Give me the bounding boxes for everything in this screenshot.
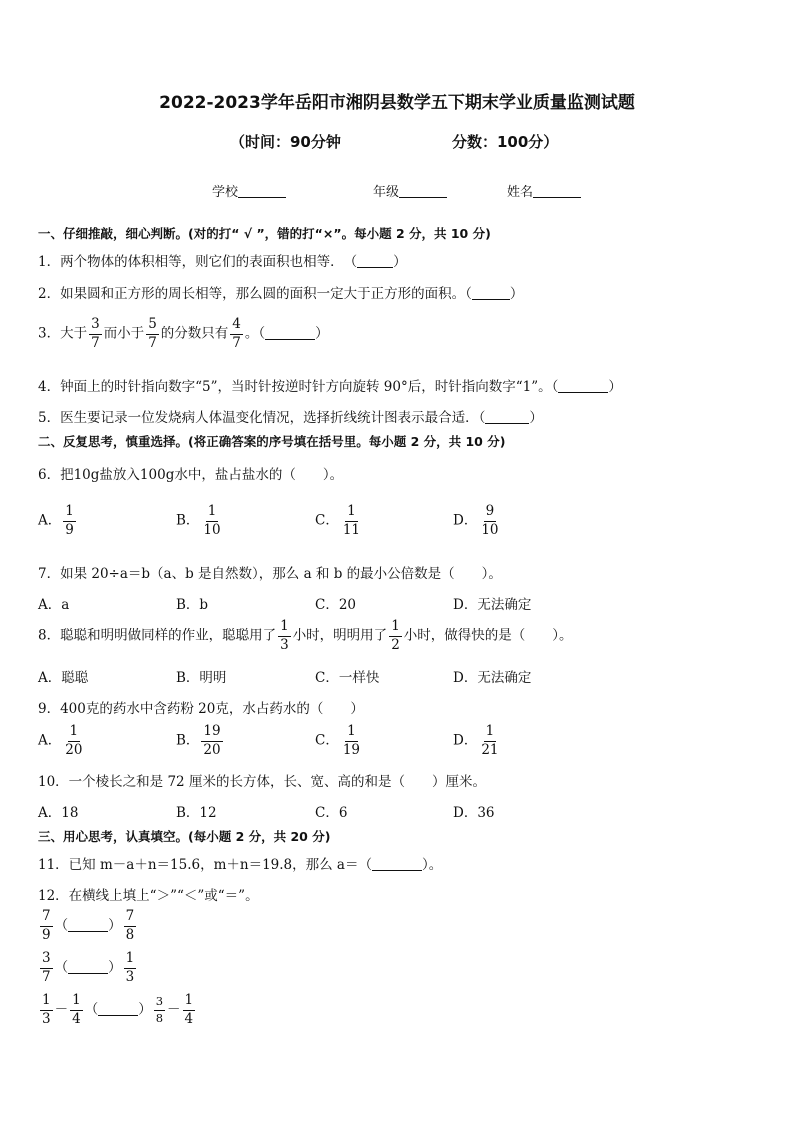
option-label: A．	[38, 732, 62, 749]
numerator: 7	[40, 910, 53, 927]
q6-value: 10g	[73, 467, 100, 483]
denominator: 11	[342, 521, 361, 538]
q11-text: ）。	[421, 857, 443, 873]
q3-suffix: 。	[244, 325, 259, 342]
denominator: 7	[91, 334, 100, 351]
fraction	[230, 318, 243, 350]
numerator: 9	[484, 505, 497, 522]
option-8d[interactable]: D．无法确定	[453, 670, 532, 686]
numerator: 1	[206, 505, 219, 522]
numerator: 7	[124, 910, 137, 927]
option-9b[interactable]	[176, 725, 225, 757]
fraction	[183, 994, 196, 1026]
question-2-text: 2．如果圆和正方形的周长相等，那么圆的面积一定大于正方形的面积。	[38, 286, 466, 302]
option-9c[interactable]	[315, 725, 364, 757]
fraction	[341, 725, 362, 757]
option-7c[interactable]: C．20	[315, 597, 357, 613]
q3-mid: 而小于	[103, 325, 145, 342]
fraction	[40, 910, 53, 942]
denominator: 4	[184, 1010, 194, 1027]
numerator: 3	[154, 996, 165, 1011]
question-4-text: 4．钟面上的时针指向数字“5”，当时针按逆时针方向旋转 90°后，时针指向数字“1”。	[38, 379, 552, 395]
question-3: 3．大于 $\frac{3}{7}$ 而小于 $\frac{5}{7}$ 的分数只有 $\frac{4}{7}$ 。（ ）	[38, 316, 329, 351]
numerator: 1	[484, 725, 497, 742]
option-label: D．	[453, 732, 478, 749]
option-7a[interactable]: A．a	[38, 597, 70, 613]
exam-time: （时间：90分钟	[230, 133, 341, 151]
compare-blank-1[interactable]	[68, 917, 108, 932]
question-5-text: 5．医生要记录一位发烧病人体温变化情况，选择折线统计图表示最合适．	[38, 410, 479, 426]
denominator: 8	[125, 926, 135, 943]
school-blank[interactable]	[238, 184, 286, 198]
section-3-heading: 三、用心思考，认真填空。(每小题 2 分，共 20 分)	[38, 829, 331, 844]
numerator: 3	[40, 952, 53, 969]
q8-text: 8．聪聪和明明做同样的作业，聪聪用了	[38, 627, 277, 644]
paren: （	[84, 1001, 99, 1018]
denominator: 3	[280, 636, 289, 653]
option-6d[interactable]	[453, 505, 503, 537]
fraction	[70, 994, 83, 1026]
denominator: 10	[203, 521, 221, 538]
question-11	[38, 853, 442, 873]
denominator: 20	[203, 741, 221, 758]
compare-row-2	[38, 952, 138, 984]
numerator: 1	[345, 725, 358, 742]
answer-blank-2[interactable]	[472, 285, 510, 300]
numerator: 3	[89, 318, 102, 335]
option-9a[interactable]	[38, 725, 86, 757]
option-label: C．	[315, 512, 339, 529]
grade-blank[interactable]	[399, 184, 447, 198]
answer-blank-11[interactable]	[372, 856, 422, 871]
q11-text: 11．已知 m－a＋n＝15.6，m＋n＝19.8，那么 a＝（	[38, 857, 372, 873]
option-8c[interactable]: C．一样快	[315, 670, 380, 686]
q6-value: 100g	[139, 467, 175, 483]
question-1-text: 1．两个物体的体积相等，则它们的表面积也相等．	[38, 254, 337, 270]
q6-text: 水中，盐占盐水的（ ）。	[174, 467, 344, 483]
fraction	[201, 725, 222, 757]
option-label: D．	[453, 512, 478, 529]
option-10c[interactable]: C．6	[315, 805, 348, 821]
option-7d[interactable]: D．无法确定	[453, 597, 532, 613]
compare-row-3	[38, 994, 197, 1026]
answer-blank-4[interactable]	[558, 378, 608, 393]
fraction	[40, 994, 53, 1026]
numerator: 1	[124, 952, 137, 969]
fraction	[63, 725, 84, 757]
option-8a[interactable]: A．聪聪	[38, 670, 89, 686]
denominator: 20	[65, 741, 83, 758]
q8-text: 小时，明明用了	[292, 627, 388, 644]
question-2: 2．如果圆和正方形的周长相等，那么圆的面积一定大于正方形的面积。（ ）	[38, 286, 524, 302]
option-9d[interactable]	[453, 725, 503, 757]
q6-text: 盐放入	[99, 467, 140, 483]
question-7: 7．如果 20÷a＝b（a、b 是自然数），那么 a 和 b 的最小公倍数是（ ）。	[38, 566, 502, 582]
denominator: 2	[391, 636, 400, 653]
denominator: 3	[42, 1010, 51, 1027]
question-1: 1．两个物体的体积相等，则它们的表面积也相等． （ ）	[38, 254, 407, 270]
numerator: 1	[183, 994, 196, 1011]
paren: ）	[108, 959, 122, 976]
denominator: 7	[148, 334, 157, 351]
paren: （	[54, 917, 69, 934]
fraction	[479, 725, 500, 757]
option-8b[interactable]: B．明明	[176, 670, 227, 686]
denominator: 10	[481, 521, 499, 538]
answer-blank-3[interactable]	[265, 325, 315, 340]
compare-blank-2[interactable]	[68, 959, 108, 974]
denominator: 9	[42, 926, 51, 943]
option-10b[interactable]: B．12	[176, 805, 217, 821]
q8-text: 小时，做得快的是（ ）。	[403, 627, 573, 644]
numerator: 5	[146, 318, 159, 335]
school-label: 学校	[212, 185, 239, 200]
grade-label: 年级	[373, 185, 400, 200]
name-field	[507, 181, 581, 200]
name-blank[interactable]	[533, 184, 581, 198]
fraction	[278, 620, 291, 652]
denominator: 21	[481, 741, 499, 758]
minus-sign: －	[167, 1001, 181, 1018]
compare-blank-3[interactable]	[98, 1001, 138, 1016]
question-12: 12．在横线上填上“＞”“＜”或“＝”。	[38, 888, 259, 904]
option-6a[interactable]	[38, 505, 78, 537]
numerator: 1	[40, 994, 53, 1011]
numerator: 1	[63, 505, 76, 522]
numerator: 1	[389, 620, 402, 637]
numerator: 1	[345, 505, 358, 522]
option-label: C．	[315, 732, 339, 749]
fraction	[341, 505, 362, 537]
option-label: B．	[176, 732, 200, 749]
fraction	[154, 996, 165, 1024]
denominator: 19	[342, 741, 361, 758]
exam-score: 分数：100分）	[452, 133, 559, 151]
denominator: 9	[65, 521, 74, 538]
compare-row-1	[38, 910, 138, 942]
fraction	[40, 952, 53, 984]
numerator: 4	[230, 318, 243, 335]
paren: ）	[138, 1001, 152, 1018]
numerator: 1	[70, 994, 83, 1011]
question-5: 5．医生要记录一位发烧病人体温变化情况，选择折线统计图表示最合适．（ ）	[38, 410, 543, 426]
fraction	[89, 318, 102, 350]
grade-field	[373, 181, 447, 200]
question-10: 10．一个棱长之和是 72 厘米的长方体，长、宽、高的和是（ ）厘米。	[38, 774, 486, 790]
fraction	[63, 505, 76, 537]
q6-text: 6．把	[38, 467, 74, 483]
denominator: 3	[125, 968, 135, 985]
numerator: 1	[278, 620, 291, 637]
fraction	[479, 505, 500, 537]
option-6c[interactable]	[315, 505, 364, 537]
fraction	[146, 318, 159, 350]
fraction	[201, 505, 222, 537]
q3-prefix: 3．大于	[38, 325, 88, 342]
option-6b[interactable]	[176, 505, 225, 537]
denominator: 8	[155, 1010, 164, 1025]
page-title: 2022-2023学年岳阳市湘阴县数学五下期末学业质量监测试题	[159, 93, 635, 113]
option-7b[interactable]: B．b	[176, 597, 209, 613]
answer-blank-5[interactable]	[485, 409, 529, 424]
question-4: 4．钟面上的时针指向数字“5”，当时针按逆时针方向旋转 90°后，时针指向数字“1”。（ ）	[38, 379, 622, 395]
section-2-heading: 二、反复思考，慎重选择。(将正确答案的序号填在括号里。每小题 2 分，共 10 分)	[38, 434, 506, 449]
answer-blank-1[interactable]	[357, 253, 393, 268]
fraction	[124, 910, 137, 942]
option-label: B．	[176, 512, 200, 529]
school-field	[212, 181, 286, 200]
name-label: 姓名	[507, 185, 534, 200]
denominator: 7	[232, 334, 241, 351]
option-10d[interactable]: D．36	[453, 805, 495, 821]
q3-mid2: 的分数只有	[160, 325, 229, 342]
denominator: 4	[72, 1010, 81, 1027]
option-10a[interactable]: A．18	[38, 805, 79, 821]
option-label: A．	[38, 512, 62, 529]
question-8	[38, 620, 573, 652]
numerator: 1	[68, 725, 81, 742]
numerator: 19	[201, 725, 222, 742]
section-1-heading: 一、仔细推敲，细心判断。(对的打“ √ ”，错的打“×”。每小题 2 分，共 10 分)	[38, 226, 491, 241]
fraction	[124, 952, 137, 984]
paren: （	[54, 959, 69, 976]
question-9: 9．400克的药水中含药粉 20克，水占药水的（ ）	[38, 701, 364, 717]
paren: ）	[108, 917, 122, 934]
minus-sign: －	[54, 1001, 69, 1018]
question-6	[38, 463, 343, 483]
denominator: 7	[42, 968, 51, 985]
fraction	[389, 620, 402, 652]
